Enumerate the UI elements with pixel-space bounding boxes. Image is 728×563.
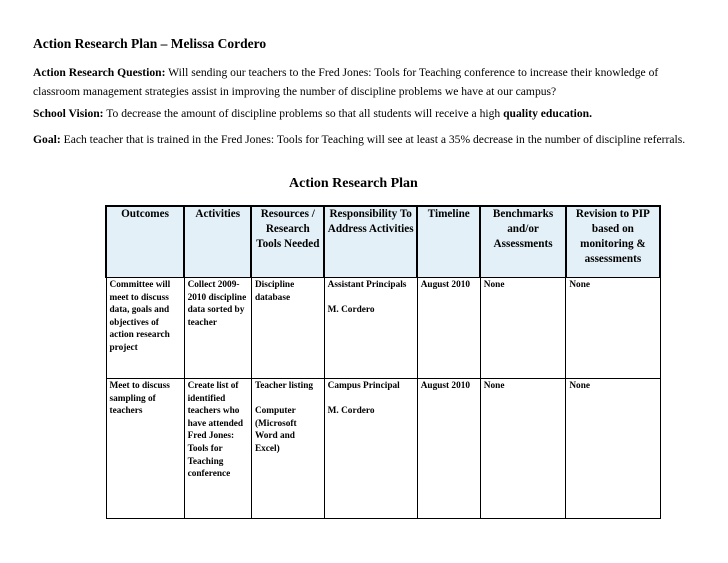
resources-cell bbox=[251, 379, 324, 519]
goal-paragraph bbox=[33, 130, 697, 149]
goal-label: Goal: bbox=[33, 133, 61, 146]
activity-cell: Create list of identified teachers who have attended Fred Jones: Tools for Teaching conference bbox=[184, 379, 251, 519]
outcome-cell: Committee will meet to discuss data, goals and objectives of action research project bbox=[106, 278, 184, 379]
research-question-label: Action Research Question: bbox=[33, 66, 166, 79]
resource-item: Discipline database bbox=[254, 280, 295, 303]
action-plan-table bbox=[105, 205, 661, 519]
responsible-party: M. Cordero bbox=[327, 305, 375, 316]
school-vision-emphasis: quality education. bbox=[503, 107, 592, 120]
header-benchmarks: Benchmarks and/or Assessments bbox=[480, 206, 566, 278]
resources-cell bbox=[251, 278, 324, 379]
responsibility-cell bbox=[324, 379, 417, 519]
header-resources: Resources / Research Tools Needed bbox=[251, 206, 324, 278]
activity-cell: Collect 2009-2010 discipline data sorted by teacher bbox=[184, 278, 251, 379]
header-outcomes: Outcomes bbox=[106, 206, 184, 278]
header-activities: Activities bbox=[184, 206, 251, 278]
header-timeline: Timeline bbox=[417, 206, 480, 278]
revision-cell: None bbox=[566, 379, 660, 519]
header-revision: Revision to PIP based on monitoring & assessments bbox=[566, 206, 660, 278]
table-row bbox=[106, 379, 660, 519]
table-header-row bbox=[106, 206, 660, 278]
document-title: Action Research Plan – Melissa Cordero bbox=[33, 36, 267, 51]
research-question-text: Will sending our teachers to the Fred Jones: Tools for Teaching conference to increase their knowledge of classroom management strategies assist in improving the number of discipline problems we have at our campus? bbox=[33, 66, 659, 98]
revision-cell: None bbox=[566, 278, 660, 379]
benchmark-cell: None bbox=[480, 278, 566, 379]
header-responsibility: Responsibility To Address Activities bbox=[324, 206, 417, 278]
responsibility-cell bbox=[324, 278, 417, 379]
school-vision-text: To decrease the amount of discipline problems so that all students will receive a high bbox=[106, 107, 501, 120]
responsible-party: M. Cordero bbox=[327, 406, 375, 417]
resource-item: Teacher listing bbox=[254, 381, 314, 391]
school-vision-label: School Vision: bbox=[33, 107, 104, 120]
goal-text: Each teacher that is trained in the Fred Jones: Tools for Teaching will see at least a 35% decrease in the number of discipline referrals. bbox=[63, 133, 686, 146]
plan-title: Action Research Plan bbox=[289, 176, 418, 191]
resource-item: Computer (Microsoft Word and Excel) bbox=[254, 406, 297, 454]
responsible-party: Assistant Principals bbox=[327, 280, 407, 290]
timeline-cell: August 2010 bbox=[417, 278, 480, 379]
research-question-paragraph bbox=[33, 63, 697, 101]
school-vision-paragraph bbox=[33, 104, 697, 123]
table-row bbox=[106, 278, 660, 379]
outcome-cell: Meet to discuss sampling of teachers bbox=[106, 379, 184, 519]
responsible-party: Campus Principal bbox=[327, 381, 400, 391]
timeline-cell: August 2010 bbox=[417, 379, 480, 519]
benchmark-cell: None bbox=[480, 379, 566, 519]
